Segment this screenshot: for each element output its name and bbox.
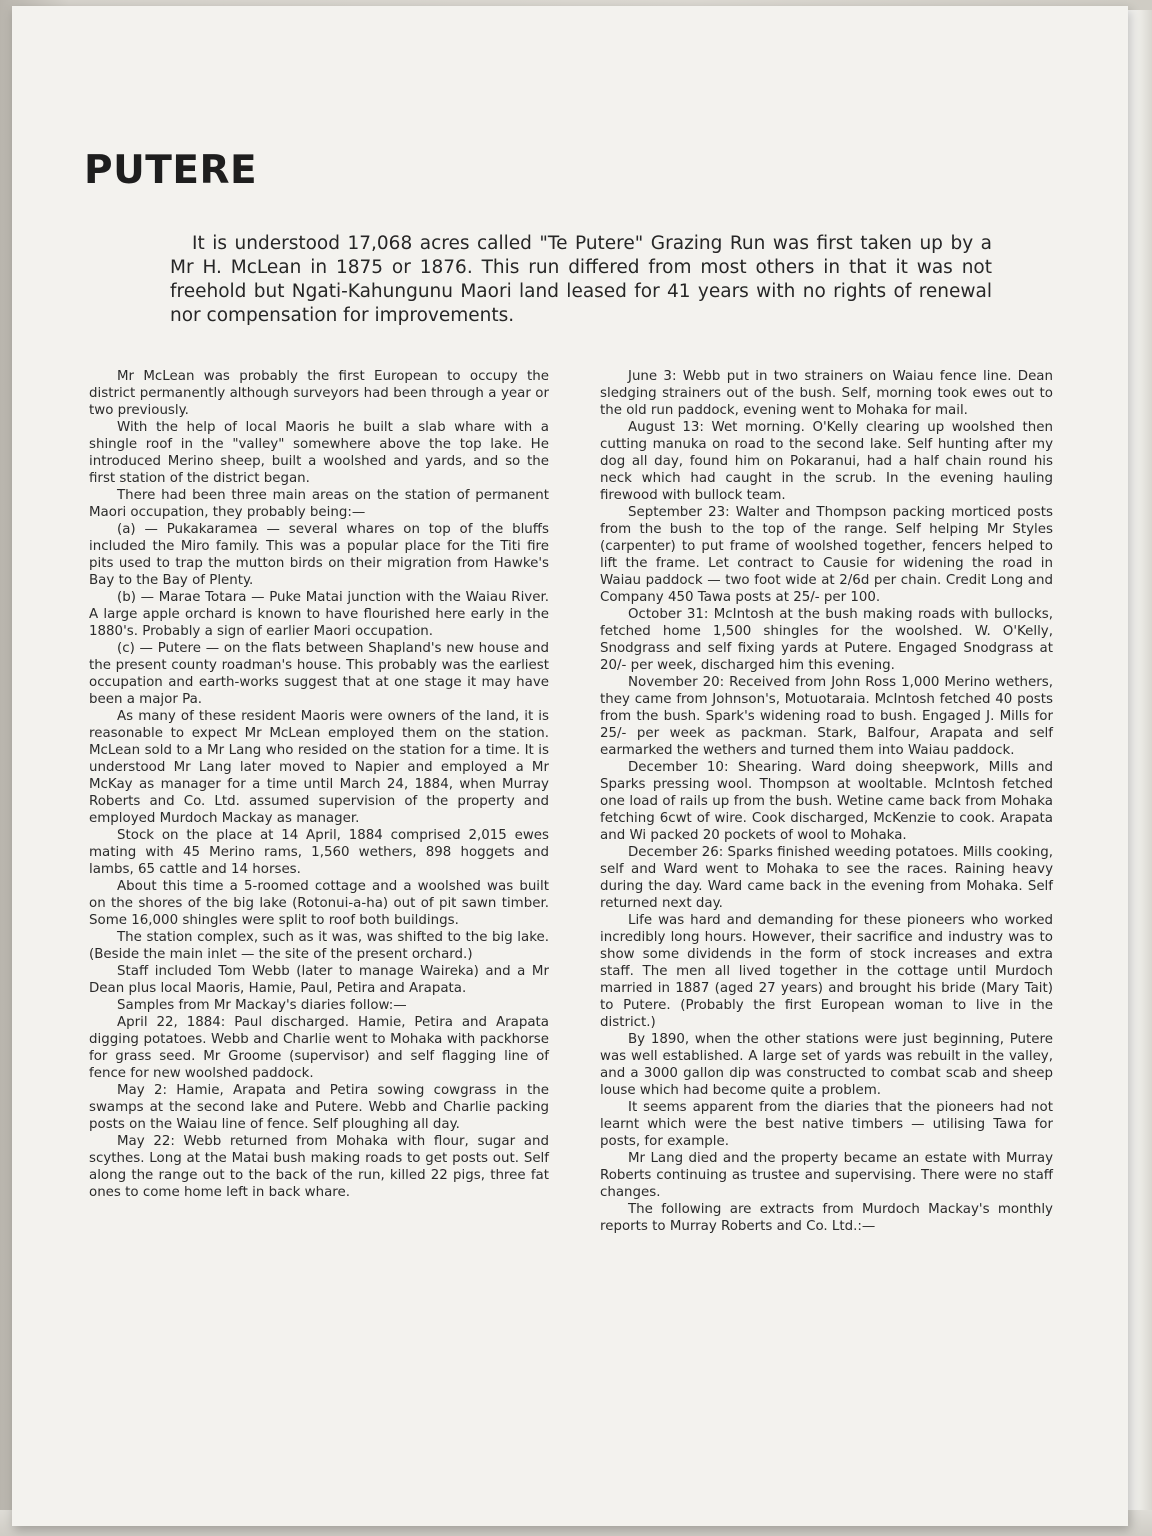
diary-entry: May 22: Webb returned from Mohaka with flour, sugar and scythes. Long at the Matai bush making roads to get posts out. Self along the range out to the back of the run, killed 22 pigs, three fat ones to come home left in back whare. xyxy=(89,1134,549,1200)
paragraph: The station complex, such as it was, was shifted to the big lake. (Beside the main inlet — the site of the present orchard.) xyxy=(89,930,549,962)
paragraph: With the help of local Maoris he built a slab whare with a shingle roof in the "valley" somewhere above the top lake. He introduced Merino sheep, built a woolshed and yards, and so the first station of the district began. xyxy=(89,420,549,486)
left-column xyxy=(89,368,549,1201)
paragraph: Stock on the place at 14 April, 1884 comprised 2,015 ewes mating with 45 Merino rams, 1,560 wethers, 898 hoggets and lambs, 65 cattle and 14 horses. xyxy=(89,828,549,877)
diary-entry: April 22, 1884: Paul discharged. Hamie, Petira and Arapata digging potatoes. Webb and Charlie went to Mohaka with packhorse for grass seed. Mr Groome (supervisor) and self flagging line of fence for new woolshed paddock. xyxy=(89,1015,549,1081)
paragraph: By 1890, when the other stations were just beginning, Putere was well established. A large set of yards was rebuilt in the valley, and a 3000 gallon dip was constructed to combat scab and sheep louse which had become quite a problem. xyxy=(600,1032,1053,1098)
page-title: PUTERE xyxy=(84,148,258,193)
paragraph: Life was hard and demanding for these pioneers who worked incredibly long hours. However, their sacrifice and industry was to show some dividends in the form of stock increases and extra staff. The men all lived together in the cottage until Murdoch married in 1887 (aged 27 years) and brought his bride (Mary Tait) to Putere. (Probably the first European woman to live in the district.) xyxy=(600,913,1053,1030)
paragraph: (a) — Pukakaramea — several whares on top of the bluffs included the Miro family. This was a popular place for the Titi fire pits used to trap the mutton birds on their migration from Hawke's Bay to the Bay of Plenty. xyxy=(89,522,549,588)
paragraph: It seems apparent from the diaries that the pioneers had not learnt which were the best native timbers — utilising Tawa for posts, for example. xyxy=(600,1100,1053,1149)
paragraph: About this time a 5-roomed cottage and a woolshed was built on the shores of the big lake (Rotonui-a-ha) out of pit sawn timber. Some 16,000 shingles were split to roof both buildings. xyxy=(89,879,549,928)
diary-entry: December 26: Sparks finished weeding potatoes. Mills cooking, self and Ward went to Mohaka to see the races. Raining heavy during the day. Ward came back in the evening from Mohaka. Self returned next day. xyxy=(600,845,1053,911)
paragraph: (b) — Marae Totara — Puke Matai junction with the Waiau River. A large apple orchard is known to have flourished here early in the 1880's. Probably a sign of earlier Maori occupation. xyxy=(89,590,549,639)
diary-entry: May 2: Hamie, Arapata and Petira sowing cowgrass in the swamps at the second lake and Putere. Webb and Charlie packing posts on the Waiau line of fence. Self ploughing all day. xyxy=(89,1083,549,1132)
diary-entry: September 23: Walter and Thompson packing morticed posts from the bush to the top of the range. Self helping Mr Styles (carpenter) to put frame of woolshed together, fencers helped to lift the frame. Let contract to Causie for widening the road in Waiau paddock — two foot wide at 2/6d per chain. Credit Long and Company 450 Tawa posts at 25/- per 100. xyxy=(600,505,1053,605)
diary-entry: August 13: Wet morning. O'Kelly clearing up woolshed then cutting manuka on road to the second lake. Self hunting after my dog all day, found him on Pokaranui, had a half chain round his neck which had caught in the scrub. In the evening hauling firewood with bullock team. xyxy=(600,420,1053,503)
paragraph: Mr McLean was probably the first European to occupy the district permanently although surveyors had been through a year or two previously. xyxy=(89,369,549,418)
diary-entry: June 3: Webb put in two strainers on Waiau fence line. Dean sledging strainers out of the bush. Self, morning took ewes out to the old run paddock, evening went to Mohaka for mail. xyxy=(600,369,1053,418)
paragraph: (c) — Putere — on the flats between Shapland's new house and the present county roadman's house. This probably was the earliest occupation and earth-works suggest that at one stage it may have been a major Pa. xyxy=(89,641,549,707)
paragraph: Samples from Mr Mackay's diaries follow:— xyxy=(117,998,407,1013)
paragraph: There had been three main areas on the station of permanent Maori occupation, they probably being:— xyxy=(89,488,549,520)
diary-entry: November 20: Received from John Ross 1,000 Merino wethers, they came from Johnson's, Motuotaraia. McIntosh fetched 40 posts from the bush. Spark's widening road to bush. Engaged J. Mills for 25/- per week as packman. Stark, Balfour, Arapata and self earmarked the wethers and turned them into Waiau paddock. xyxy=(600,675,1053,758)
paragraph: Staff included Tom Webb (later to manage Waireka) and a Mr Dean plus local Maoris, Hamie, Paul, Petira and Arapata. xyxy=(89,964,549,996)
paragraph: As many of these resident Maoris were owners of the land, it is reasonable to expect Mr McLean employed them on the station. McLean sold to a Mr Lang who resided on the station for a time. It is understood Mr Lang later moved to Napier and employed a Mr McKay as manager for a time until March 24, 1884, when Murray Roberts and Co. Ltd. assumed supervision of the property and employed Murdoch Mackay as manager. xyxy=(89,709,549,826)
right-column xyxy=(600,368,1053,1235)
paragraph: Mr Lang died and the property became an estate with Murray Roberts continuing as trustee and supervising. There were no staff changes. xyxy=(600,1151,1053,1200)
intro-paragraph: It is understood 17,068 acres called "Te Putere" Grazing Run was first taken up by a Mr H. McLean in 1875 or 1876. This run differed from most others in that it was not freehold but Ngati-Kahungunu Maori land leased for 41 years with no rights of renewal nor compensation for improvements. xyxy=(170,233,992,326)
diary-entry: December 10: Shearing. Ward doing sheepwork, Mills and Sparks pressing wool. Thompson at wooltable. McIntosh fetched one load of rails up from the bush. Wetine came back from Mohaka fetching 6cwt of wire. Cook discharged, McKenzie to cook. Arapata and Wi packed 20 pockets of wool to Mohaka. xyxy=(600,760,1053,843)
paragraph: The following are extracts from Murdoch Mackay's monthly reports to Murray Roberts and Co. Ltd.:— xyxy=(600,1202,1053,1234)
diary-entry: October 31: McIntosh at the bush making roads with bullocks, fetched home 1,500 shingles for the woolshed. W. O'Kelly, Snodgrass and self fixing yards at Putere. Engaged Snodgrass at 20/- per week, discharged him this evening. xyxy=(600,607,1053,673)
